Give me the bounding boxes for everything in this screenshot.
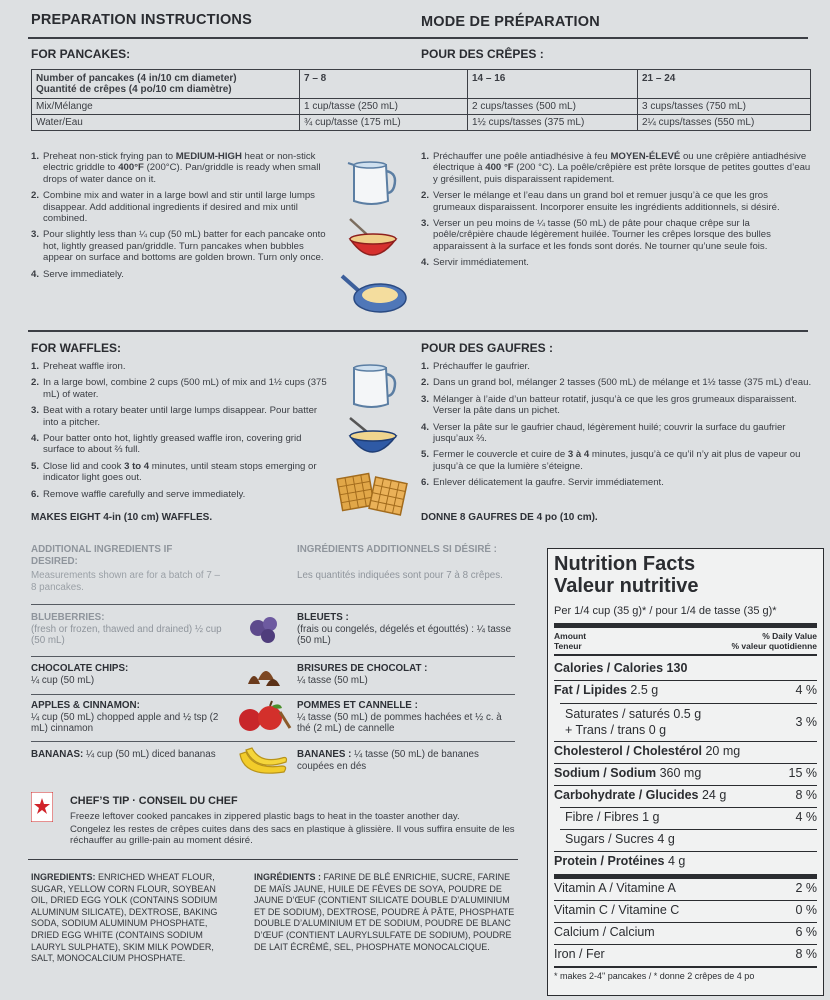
additional-note-fr: Les quantités indiquées sont pour 7 à 8 crêpes. [297,570,503,581]
list-item: BANANES : ¼ tasse (50 mL) de bananes coupées en dés [297,749,479,772]
list-item: 1. Preheat non-stick frying pan to MEDIUM-HIGH heat or non-stick electric griddle to 400°F (200°C). Pan/griddle is ready when small drops of water dance on it. [31,151,321,185]
chocolate-chips-icon [244,660,284,690]
nutrition-rule [554,741,817,742]
teneur-label: Teneur % valeur quotidienne [554,641,817,651]
nutrition-rule [560,829,817,830]
chefs-tip-title: CHEF’S TIP · CONSEIL DU CHEF [70,795,238,807]
frying-pan-icon [340,268,408,318]
list-item: 2. Combine mix and water in a large bowl and stir until large lumps disappear. Add additional ingredients if desired and mix until combined. [31,190,315,225]
nutrition-thick-rule [554,623,817,628]
fat-row: Fat / Lipides 2.5 g 4 % [554,683,817,697]
waffle-yield-fr: DONNE 8 GAUFRES DE 4 po (10 cm). [421,512,598,523]
additional-rule [31,741,515,742]
cholesterol-row: Cholesterol / Cholestérol 20 mg [554,744,741,758]
table-cell: ¾ cup/tasse (175 mL) [300,115,468,131]
list-item: 3. Pour slightly less than ¼ cup (50 mL) batter for each pancake onto hot, lightly greased pan/griddle. Turn pancakes when bubbles appear on surface and bottoms are golden brown. Turn only once. [31,229,326,264]
chefs-tip-en: Freeze leftover cooked pancakes in zippered plastic bags to heat in the toaster another day. [70,811,460,822]
waffles-title-en: FOR WAFFLES: [31,341,121,355]
nutrition-rule [554,680,817,681]
bananas-icon [236,744,292,780]
list-item: 5. Close lid and cook 3 to 4 minutes, until steam stops emerging or indicator light goes out. [31,460,317,484]
sugars-row: Sugars / Sucres 4 g [565,832,675,846]
table-head-cell: Number of pancakes (4 in/10 cm diameter) Quantité de crêpes (4 po/10 cm diamètre) [32,70,300,99]
additional-rule [31,604,515,605]
protein-row: Protein / Protéines 4 g [554,854,686,868]
table-cell: 2¼ cups/tasses (550 mL) [638,115,811,131]
list-item: BLEUETS : (frais ou congelés, dégelés et égouttés) : ¼ tasse (50 mL) [297,612,512,646]
table-col-header: 14 – 16 [468,70,638,99]
fibre-row: Fibre / Fibres 1 g 4 % [565,810,817,824]
pc-logo-icon [31,792,53,822]
additional-note-en: Measurements shown are for a batch of 7 – 8 pancakes. [31,570,220,593]
mixing-bowl-icon [344,215,400,265]
table-cell: 3 cups/tasses (750 mL) [638,99,811,115]
list-item: POMMES ET CANNELLE : ¼ tasse (50 mL) de pommes hachées et ½ c. à thé (2 mL) de cannelle [297,700,502,734]
header-fr: MODE DE PRÉPARATION [421,14,600,30]
nutrition-rule [554,944,817,945]
vitamin-a-row: Vitamin A / Vitamine A 2 % [554,881,817,895]
list-item: 1. Preheat waffle iron. [31,361,126,372]
list-item: 4. Verser la pâte sur le gaufrier chaud, légèrement huilé; couvrir la surface du gaufrier jusqu’aux ⅔. [421,421,786,445]
list-item: BRISURES DE CHOCOLAT : ¼ tasse (50 mL) [297,663,428,686]
waffles-icon [336,470,410,520]
list-item: 2. Verser le mélange et l’eau dans un grand bol et remuer jusqu’à ce que les gros grumeaux disparaissent. Incorporer ensuite les ingrédients additionnels, si désiré. [421,190,780,213]
nutrition-title-en: Nutrition Facts [554,553,696,575]
calcium-row: Calcium / Calcium 6 % [554,925,817,939]
nutrition-rule [554,922,817,923]
list-item: 2. Dans un grand bol, mélanger 2 tasses (500 mL) de mélange et 1½ tasse (375 mL) d’eau. [421,377,812,389]
pancakes-title-fr: POUR DES CRÊPES : [421,47,544,61]
additional-title-fr: INGRÉDIENTS ADDITIONNELS SI DÉSIRÉ : [297,544,497,555]
additional-rule [31,694,515,695]
pitcher-icon [346,358,398,412]
list-item: 6. Enlever délicatement la gaufre. Servir immédiatement. [421,477,664,489]
header-en: PREPARATION INSTRUCTIONS [31,12,252,28]
nutrition-footnote: * makes 2-4" pancakes / * donne 2 crêpes de 4 po [554,971,755,981]
waffle-steps-en [31,361,331,505]
list-item: 3. Verser un peu moins de ¼ tasse (50 mL) de pâte pour chaque crêpe sur la poêle/crêpière chaude légèrement huilée. Tourner les crêpes lorsque des bulles apparaissent à la surface et les fonds sont dorés. Ne tourner qu’une seule fois. [421,218,771,252]
list-item: 2. In a large bowl, combine 2 cups (500 mL) of mix and 1½ cups (375 mL) of water. [31,377,327,400]
list-item: 4. Serve immediately. [31,268,124,280]
list-item: CHOCOLATE CHIPS: ¼ cup (50 mL) [31,663,129,686]
nutrition-rule [554,966,817,968]
list-item: BLUEBERRIES: (fresh or frozen, thawed and drained) ½ cup (50 mL) [31,612,222,646]
carbohydrate-row: Carbohydrate / Glucides 24 g 8 % [554,788,817,802]
list-item: 3. Mélanger à l’aide d’un batteur rotatif, jusqu’à ce que les gros grumeaux disparaissent. Verser la pâte dans un pichet. [421,393,797,417]
list-item: 6. Remove waffle carefully and serve immediately. [31,488,246,500]
nutrition-rule [554,851,817,852]
list-item: 1. Préchauffer le gaufrier. [421,361,530,372]
header-rule [28,37,808,39]
apples-icon [236,700,292,736]
nutrition-thick-rule [554,874,817,879]
list-item: 1. Préchauffer une poêle antiadhésive à feu MOYEN-ÉLEVÉ ou une crêpière antiadhésive électrique à 400 °F (200 °C). La poêle/crêpière est prête lorsque de petites gouttes d’eau y grésillent, puis disparaissent rapidement. [421,151,811,185]
list-item: 4. Servir immédiatement. [421,257,529,269]
chefs-tip-fr: Congelez les restes de crêpes cuites dans des sacs en plastique à glissière. Il vous suffira ensuite de les réchauffer au grille-pain au moment désiré. [70,824,515,847]
ingredients-fr: INGRÉDIENTS : FARINE DE BLÉ ENRICHIE, SUCRE, FARINE DE MAÏS JAUNE, HUILE DE FÈVES DE SOYA, POUDRE DE JAUNE D’ŒUF (CONTIENT SILICATE DOUBLE D’ALUMINIUM ET DE SODIUM), DEXTROSE, POUDRE À PÂTE, PHOSPHATE DOUBLE D’ALUMINIUM ET DE SODIUM, POUDRE DE BLANC D’ŒUF (CONTIENT LAURYLSULFATE DE SODIUM), POUDRE DE LAIT ÉCRÉMÉ, SEL, PHOSPHATE MONOCALCIQUE. [254,872,515,952]
list-item: 5. Fermer le couvercle et cuire de 3 à 4 minutes, jusqu’à ce qu’il n’y ait plus de vapeur ou jusqu’à ce que la lumière s’éteigne. [421,449,801,472]
pitcher-icon [346,155,398,209]
additional-title-en: ADDITIONAL INGREDIENTS IF DESIRED: [31,544,173,567]
sodium-row: Sodium / Sodium 360 mg 15 % [554,766,817,780]
waffle-steps-fr [421,361,813,494]
waffles-title-fr: POUR DES GAUFRES : [421,341,554,355]
ingredients-en: INGREDIENTS: ENRICHED WHEAT FLOUR, SUGAR, YELLOW CORN FLOUR, SOYBEAN OIL, DRIED EGG YOLK (CONTAINS SODIUM ALUMINUM SILICATE), DEXTROSE, BAKING SODA, SODIUM ALUMINUM PHOSPHATE, DRIED EGG WHITE (CONTAINS SODIUM LAURYL SULPHATE), SKIM MILK POWDER, SALT, MONOCALCIUM PHOSPHATE. [31,872,218,964]
ingredients-rule [28,859,518,860]
table-cell: 2 cups/tasses (500 mL) [468,99,638,115]
additional-rule [31,656,515,657]
saturates-row: Saturates / saturés 0.5 g [565,707,702,721]
section-rule [28,330,808,332]
table-cell: 1 cup/tasse (250 mL) [300,99,468,115]
table-cell: 1½ cups/tasses (375 mL) [468,115,638,131]
nutrition-title-fr: Valeur nutritive [554,575,699,597]
nutrition-rule [554,785,817,786]
table-col-header: 21 – 24 [638,70,811,99]
nutrition-rule [554,654,817,656]
trans-row: + Trans / trans 0 g [565,723,667,737]
list-item: APPLES & CINNAMON: ¼ cup (50 mL) chopped apple and ½ tsp (2 mL) cinnamon [31,700,219,734]
table-row-label: Water/Eau [32,115,300,131]
iron-row: Iron / Fer 8 % [554,947,817,961]
pancake-steps-fr [421,151,813,274]
vitamin-c-row: Vitamin C / Vitamine C 0 % [554,903,817,917]
calories-row: Calories / Calories 130 [554,661,688,675]
serving-size: Per 1/4 cup (35 g)* / pour 1/4 de tasse (35 g)* [554,605,777,617]
list-item: 4. Pour batter onto hot, lightly greased waffle iron, covering grid surface to about ⅔ full. [31,433,302,456]
blueberries-icon [246,614,284,644]
table-col-header: 7 – 8 [300,70,468,99]
list-item: 3. Beat with a rotary beater until large lumps disappear. Pour batter into a pitcher. [31,405,318,428]
nutrition-rule [560,703,817,704]
batter-bowl-icon [344,416,400,462]
table-row-label: Mix/Mélange [32,99,300,115]
waffle-yield-en: MAKES EIGHT 4-in (10 cm) WAFFLES. [31,512,213,523]
pancakes-title-en: FOR PANCAKES: [31,47,131,61]
amount-label: Amount % Daily Value [554,631,817,641]
nutrition-rule [554,900,817,901]
list-item: BANANAS: ¼ cup (50 mL) diced bananas [31,749,216,760]
nutrition-rule [560,807,817,808]
nutrition-rule [554,763,817,764]
pancake-steps-en [31,151,331,285]
pancake-quantity-table [31,69,811,131]
nutrition-facts-panel: Nutrition Facts Valeur nutritive Per 1/4 cup (35 g)* / pour 1/4 de tasse (35 g)* Amount % Daily Value Teneur % valeur quotidienne Calories / Calories 130 Fat / Lipides 2.5 g 4 % Saturates / saturés 0.5 g + Trans / trans 0 g 3 % Cholesterol / Cholestérol 20 mg Sodium / Sodium 360 mg 15 % Carbohydrate / Glucides 24 g 8 % Fibre / Fibres 1 g 4 % Sugars / Sucres 4 g Protein / Protéines 4 g Vitamin A / Vitamine A 2 % Vitamin C / Vitamine C 0 % Calcium / Calcium 6 % Iron / Fer 8 % * makes 2-4" pancakes / * donne 2 crêpes de 4 po [547,548,824,996]
